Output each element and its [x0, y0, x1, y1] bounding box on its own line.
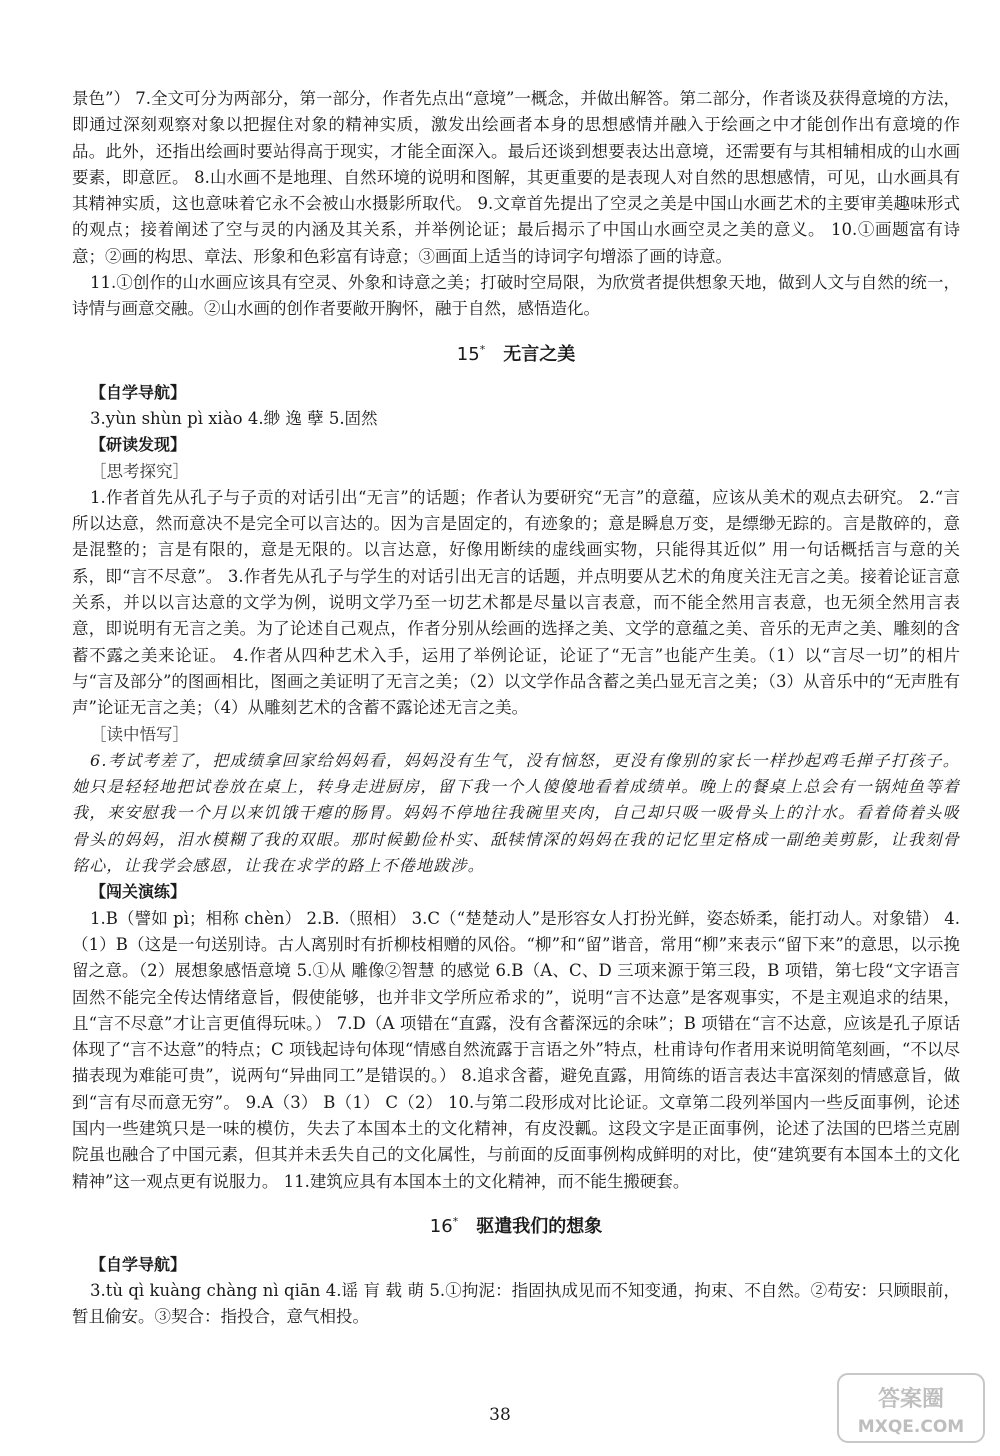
section15-number: 15* — [456, 342, 486, 365]
section15-heading-yandu: 【研读发现】 — [90, 435, 187, 455]
page-number: 38 — [489, 1405, 511, 1425]
watermark-line2: MXQE.COM — [857, 1417, 965, 1437]
section15-heading-chuangguan: 【闯关演练】 — [90, 882, 187, 902]
section15-subheading-duzhong: ［读中悟写］ — [90, 724, 189, 744]
section16-heading-zixue: 【自学导航】 — [90, 1254, 187, 1274]
section16-number: 16* — [429, 1214, 459, 1237]
section15-zixue-answers: 3.yùn shùn pì xiào 4.缈 逸 孽 5.固然 — [90, 408, 378, 428]
section15-sikao-answers: 1.作者首先从孔子与子贡的对话引出“无言”的话题；作者认为要研究“无言”的意蕴，应该从美术的观点去研究。 2.“言所以达意，然而意决不是完全可以言达的。因为言是固定的，有迹象的；意是瞬息万变，是缥缈无踪的。言是散碎的，意是混整的；言是有限的，意是无限的。以言达意，好像用断续的虚线画实物，只能得其近似” 用一句话概括言与意的关系，即“言不尽意”。 3.作者先从孔子与学生的对话引出无言的话题，并点明要从艺术的角度关注无言之美。接着论证言意关系，并以以言达意的文学为例，说明文学乃至一切艺术都是尽量以言表意，而不能全然用言表意，也无须全然用言表意，即说明有无言之美。为了论述自己观点，作者分别从绘画的选择之美、文学的意蕴之美、音乐的无声之美、雕刻的含蓄不露之美来论证。 4.作者从四种艺术入手，运用了举例论证，论证了“无言”也能产生美。（1）以“言尽一切”的相片与“言及部分”的图画相比，图画之美证明了无言之美；（2）以文学作品含蓄之美凸显无言之美；（3）从音乐中的“无声胜有声”论证无言之美；（4）从雕刻艺术的含蓄不露论述无言之美。 — [72, 487, 960, 718]
section16-title-text: 驱遣我们的想象 — [476, 1215, 603, 1237]
section15-chuangguan-answers: 1.B（譬如 pì；相称 chèn） 2.B.（照相） 3.C（“楚楚动人”是形容女人打扮光鲜，姿态娇柔，能打动人。对象错） 4.（1）B（这是一句送别诗。古人离别时有折柳枝相赠的风俗。“柳”和“留”谐音，常用“柳”来表示“留下来”的意思，以示挽留之意。（2）展想象感悟意境 5.①从 雕像②智慧 的感觉 6.B（A、C、D 三项来源于第三段，B 项错，第七段“文字语言固然不能完全传达情绪意旨，假使能够，也并非文学所应希求的”，说明“言不达意”是客观事实，不是主观追求的结果，且“言不尽意”才让言更值得玩味。） 7.D（A 项错在“直露，没有含蓄深远的余味”；B 项错在“言不达意，应该是孔子原话体现了“言不达意”的特点；C 项钱起诗句体现“情感自然流露于言语之外”特点，杜甫诗句作者用来说明简笔刻画，“不以尽描表现为难能可贵”，说两句“异曲同工”是错误的。） 8.追求含蓄，避免直露，用简练的语言表达丰富深刻的情感意旨，做到“言有尽而意无穷”。 9.A（3） B（1） C（2） 10.与第二段形成对比论证。文章第二段列举国内一些反面事例，论述国内一些建筑只是一味的模仿，失去了本国本土的文化精神，有皮没瓤。这段文字是正面事例，论述了法国的巴塔兰克剧院虽也融合了中国元素，但其并未丢失自己的文化属性，与前面的反面事例构成鲜明的对比，使“建筑要有本国本土的文化精神”这一观点更有说服力。 11.建筑应具有本国本土的文化精神，而不能生搬硬套。 — [72, 908, 960, 1191]
section15-title — [72, 337, 960, 368]
section15-heading-zixue: 【自学导航】 — [90, 382, 187, 402]
section15-subheading-sikao: ［思考探究］ — [90, 461, 189, 481]
page-content — [72, 86, 960, 1331]
section15-duzhong-handwritten-answer: 6.考试考差了，把成绩拿回家给妈妈看，妈妈没有生气，没有恼怒，更没有像别的家长一样抄起鸡毛掸子打孩子。她只是轻轻地把试卷放在桌上，转身走进厨房，留下我一个人傻傻地看着成绩单。晚上的餐桌上总会有一锅炖鱼等着我，来安慰我一个月以来饥饿干瘪的肠胃。妈妈不停地往我碗里夹肉，自己却只吸一吸骨头上的汁水。看着倚着头吸骨头的妈妈，泪水模糊了我的双眼。那时候勤俭朴实、舐犊情深的妈妈在我的记忆里定格成一副绝美剪影，让我刻骨铭心，让我学会感恩，让我在求学的路上不倦地跋涉。 — [72, 750, 960, 876]
watermark-line1: 答案圈 — [877, 1387, 945, 1412]
section15-title-text: 无言之美 — [503, 343, 576, 365]
section16-zixue-answers: 3.tù qì kuàng chàng nì qiān 4.谣 肓 载 萌 5.①拘泥：指固执成见而不知变通，拘束、不自然。②苟安：只顾眼前，暂且偷安。③契合：指投合，意气相投。 — [72, 1281, 960, 1327]
section14-answer-paragraph: 景色”） 7.全文可分为两部分，第一部分，作者先点出“意境”一概念，并做出解答。第二部分，作者谈及获得意境的方法，即通过深刻观察对象以把握住对象的精神实质，激发出绘画者本身的思想感情并融入于绘画之中才能创作出有意境的作品。此外，还指出绘画时要站得高于现实，才能全面深入。最后还谈到想要表达出意境，还需要有与其相辅相成的山水画要素，即意匠。 8.山水画不是地理、自然环境的说明和图解，其更重要的是表现人对自然的思想感情，可见，山水画具有其精神实质，这也意味着它永不会被山水摄影所取代。 9.文章首先提出了空灵之美是中国山水画艺术的主要审美趣味形式的观点；接着阐述了空与灵的内涵及其关系，并举例论证；最后揭示了中国山水画空灵之美的意义。 10.①画题富有诗意；②画的构思、章法、形象和色彩富有诗意；③画面上适当的诗词字句增添了画的诗意。 — [72, 89, 960, 266]
section14-answer-paragraph-11: 11.①创作的山水画应该具有空灵、外象和诗意之美；打破时空局限，为欣赏者提供想象天地，做到人文与自然的统一，诗情与画意交融。②山水画的创作者要敞开胸怀，融于自然，感悟造化。 — [72, 273, 960, 319]
watermark-logo — [836, 1372, 986, 1444]
section16-title — [72, 1209, 960, 1240]
